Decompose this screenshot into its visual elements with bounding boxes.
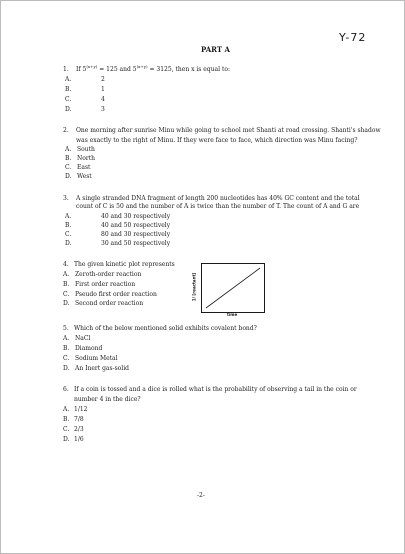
section-title: PART A xyxy=(201,45,230,54)
q6-text-line: If a coin is tossed and a dice is rolled what is the probability of observing a tail in the coin or xyxy=(74,386,357,393)
q5-text: Which of the below mentioned solid exhibits covalent bond? xyxy=(74,325,257,332)
q6-option-letter: D. xyxy=(63,436,70,443)
q2-option-letter: D. xyxy=(65,173,72,180)
q3-option-letter: B. xyxy=(65,222,72,229)
plot-x-axis-label: time xyxy=(227,312,238,317)
q2-option-letter: A. xyxy=(65,146,72,153)
q4-option-letter: D. xyxy=(63,300,70,307)
kinetic-plot-line xyxy=(202,264,264,312)
q2-option-letter: C. xyxy=(65,164,72,171)
q1-option-text: 1 xyxy=(101,86,105,93)
q3-text-line: count of C is 50 and the number of A is twice than the number of T. The count of A and G are xyxy=(76,203,360,210)
q3-option-text: 40 and 50 respectively xyxy=(101,222,171,229)
q5-number: 5. xyxy=(63,325,69,332)
q1-number: 1. xyxy=(63,66,69,73)
q6-option-letter: B. xyxy=(63,416,70,423)
q6-option-text: 7/8 xyxy=(74,416,84,423)
q4-option-text: Second order reaction xyxy=(75,300,144,307)
q6-option-text: 1/12 xyxy=(74,406,88,413)
q1-option-letter: A. xyxy=(65,76,72,83)
q3-option-text: 80 and 30 respectively xyxy=(101,231,171,238)
q6-option-letter: A. xyxy=(63,406,70,413)
q6-option-letter: C. xyxy=(63,426,70,433)
q5-option-text: Sodium Metal xyxy=(75,355,118,362)
q3-option-letter: C. xyxy=(65,231,72,238)
q4-option-letter: C. xyxy=(63,291,70,298)
q4-option-letter: A. xyxy=(63,271,70,278)
handwritten-code: Y-72 xyxy=(339,31,367,44)
q3-option-text: 30 and 50 respectively xyxy=(101,240,171,247)
q1-option-text: 2 xyxy=(101,76,105,83)
q6-text-line: number 4 in the dice? xyxy=(74,396,141,403)
q1-option-text: 4 xyxy=(101,96,105,103)
q3-option-text: 40 and 30 respectively xyxy=(101,213,171,220)
q2-number: 2. xyxy=(63,127,69,134)
page-number: -2- xyxy=(197,492,205,499)
q6-option-text: 1/6 xyxy=(74,436,84,443)
q5-option-letter: C. xyxy=(63,355,70,362)
q2-option-text: East xyxy=(77,164,91,171)
q2-option-letter: B. xyxy=(65,155,72,162)
plot-y-axis-label: 1/ [reactant] xyxy=(191,272,197,302)
q1-option-letter: D. xyxy=(65,106,72,113)
q4-option-letter: B. xyxy=(63,281,70,288)
q2-option-text: North xyxy=(77,155,96,162)
q4-option-text: Zeroth-order reaction xyxy=(75,271,142,278)
q5-option-text: An Inert gas-solid xyxy=(75,365,129,372)
q1-option-letter: B. xyxy=(65,86,72,93)
q3-option-letter: A. xyxy=(65,213,72,220)
q1-option-text: 3 xyxy=(101,106,105,113)
q2-text-line: was exactly to the right of Minu. If they were face to face, which direction was Minu facing? xyxy=(76,137,358,144)
q3-number: 3. xyxy=(63,195,69,202)
q2-option-text: West xyxy=(77,173,92,180)
q4-text: The given kinetic plot represents xyxy=(74,261,175,268)
kinetic-plot xyxy=(201,263,265,313)
q5-option-text: NaCl xyxy=(75,335,91,342)
q5-option-text: Diamond xyxy=(75,345,103,352)
q6-option-text: 2/3 xyxy=(74,426,84,433)
q3-option-letter: D. xyxy=(65,240,72,247)
q5-option-letter: D. xyxy=(63,365,70,372)
q4-option-text: Pseudo first order reaction xyxy=(75,291,157,298)
q1-text: If $5^{(x+y)} = 125$ and $5^{(x+y)} = 3125$, then x is equal to: xyxy=(76,64,231,73)
q3-text-line: A single stranded DNA fragment of length 200 nucleotides has 40% GC content and the total xyxy=(76,195,360,202)
q4-option-text: First order reaction xyxy=(75,281,136,288)
q4-number: 4. xyxy=(63,261,69,268)
q6-number: 6. xyxy=(63,386,69,393)
q5-option-letter: B. xyxy=(63,345,70,352)
q5-option-letter: A. xyxy=(63,335,70,342)
q1-option-letter: C. xyxy=(65,96,72,103)
q2-text-line: One morning after sunrise Minu while going to school met Shanti at road crossing. Shanti's shadow xyxy=(76,127,381,134)
q2-option-text: South xyxy=(77,146,95,153)
